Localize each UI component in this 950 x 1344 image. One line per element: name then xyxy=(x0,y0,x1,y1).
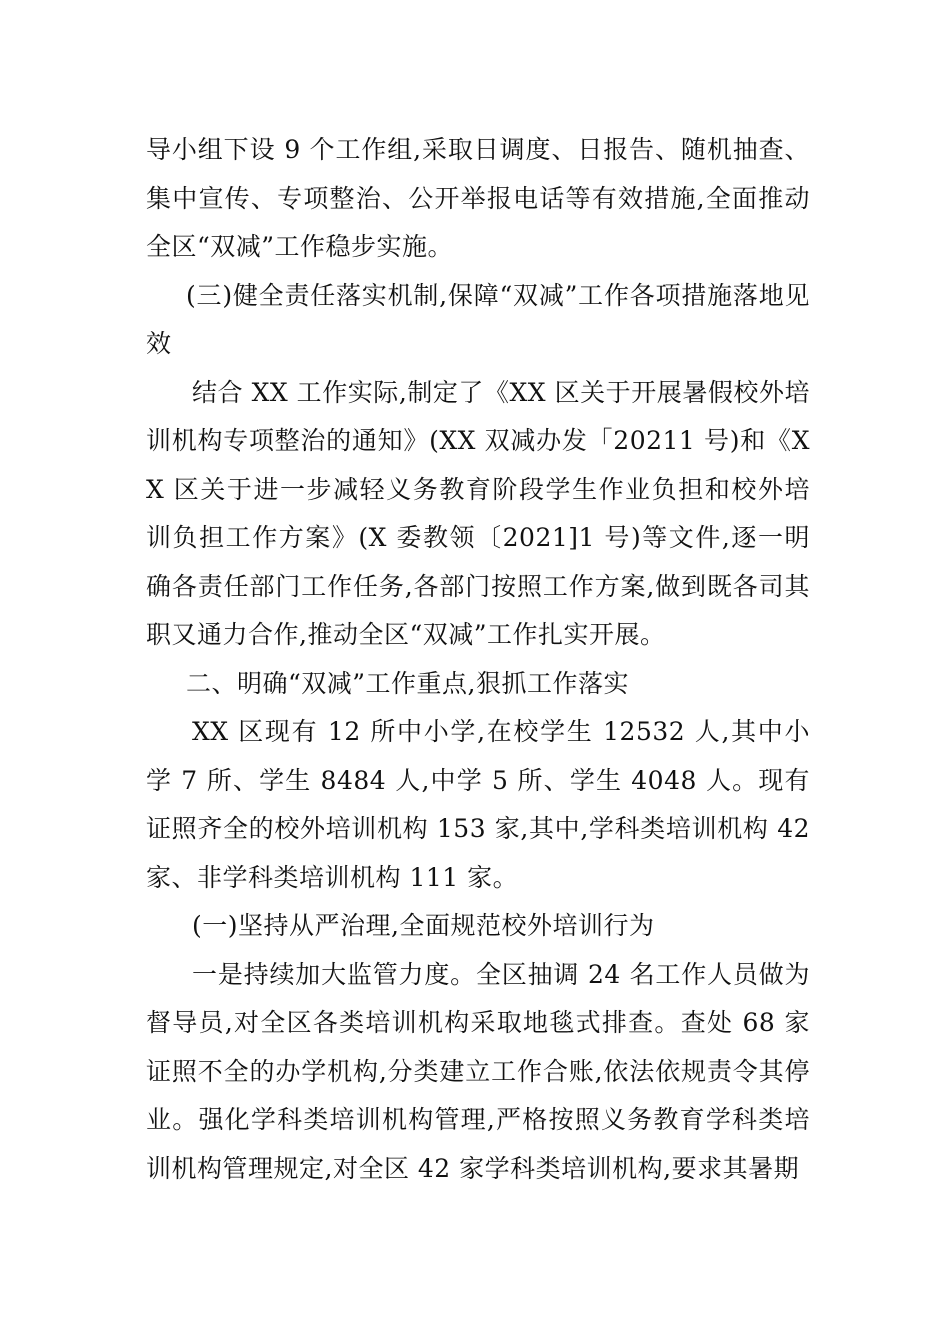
paragraph-supervision: 一是持续加大监管力度。全区抽调 24 名工作人员做为督导员,对全区各类培训机构采取地毯式排查。查处 68 家证照不全的办学机构,分类建立工作合账,依法依规责令其停业。强化学科类培训机构管理,严格按照义务教育学科类培训机构管理规定,对全区 42 家学科类培训机构,要求其暑期 xyxy=(146,959,810,1183)
document-page xyxy=(146,126,810,1193)
section-heading-2: 二、明确“双减”工作重点,狠抓工作落实 xyxy=(186,668,630,698)
paragraph-documents: 结合 XX 工作实际,制定了《XX 区关于开展暑假校外培训机构专项整治的通知》(XX 双减办发「20211 号)和《XX 区关于进一步减轻义务教育阶段学生作业负担和校外培训负担工作方案》(X 委教领〔2021]1 号)等文件,逐一明确各责任部门工作任务,各部门按照工作方案,做到既各司其职又通力合作,推动全区“双减”工作扎实开展。 xyxy=(146,377,810,649)
paragraph-statistics: XX 区现有 12 所中小学,在校学生 12532 人,其中小学 7 所、学生 8484 人,中学 5 所、学生 4048 人。现有证照齐全的校外培训机构 153 家,其中,学科类培训机构 42 家、非学科类培训机构 111 家。 xyxy=(146,717,810,892)
paragraph-continuation: 导小组下设 9 个工作组,采取日调度、日报告、随机抽查、集中宣传、专项整治、公开举报电话等有效措施,全面推动全区“双减”工作稳步实施。 xyxy=(146,135,810,261)
section-heading-1: (一)坚持从严治理,全面规范校外培训行为 xyxy=(192,911,655,940)
section-heading-3: (三)健全责任落实机制,保障“双减”工作各项措施落地见效 xyxy=(146,280,810,358)
